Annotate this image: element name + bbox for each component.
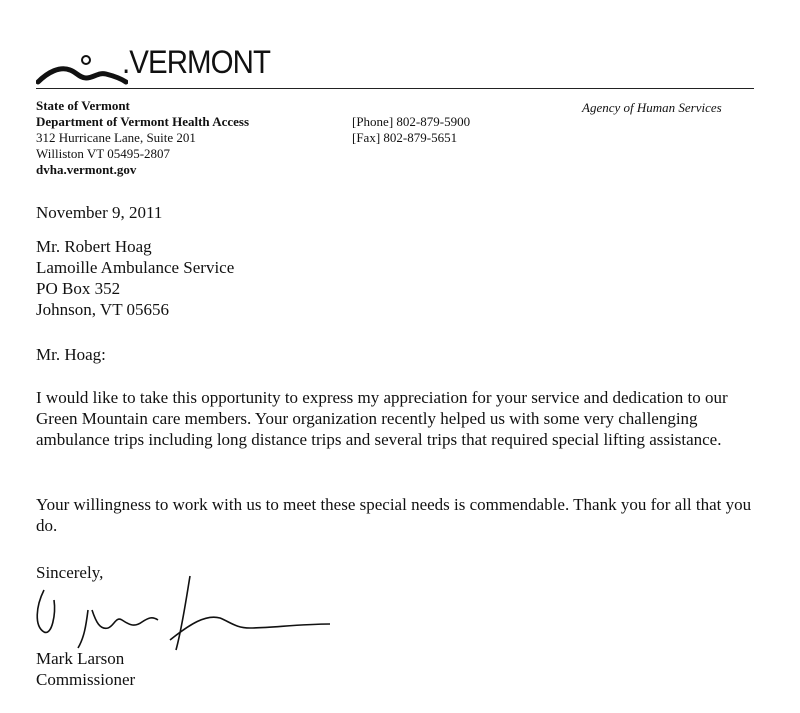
letter-date: November 9, 2011 — [36, 203, 163, 222]
address-line-2: Williston VT 05495-2807 — [36, 146, 171, 161]
recipient-line: PO Box 352 — [36, 279, 121, 298]
closing: Sincerely, — [36, 563, 104, 582]
agency-name: Agency of Human Services — [582, 100, 722, 115]
logo-wordmark: .VERMONT — [122, 44, 271, 80]
signer-title: Commissioner — [36, 670, 136, 689]
recipient-address — [36, 236, 234, 320]
header-divider — [36, 88, 754, 89]
signer-name: Mark Larson — [36, 649, 125, 668]
phone: [Phone] 802-879-5900 — [352, 114, 471, 129]
org-name: State of Vermont — [36, 98, 130, 113]
handwritten-signature-icon — [30, 570, 340, 660]
dept-name: Department of Vermont Health Access — [36, 114, 250, 129]
recipient-line: Lamoille Ambulance Service — [36, 258, 235, 277]
address-line-1: 312 Hurricane Lane, Suite 201 — [36, 130, 196, 145]
contact-block — [352, 114, 470, 146]
recipient-line: Johnson, VT 05656 — [36, 300, 170, 319]
signer-block — [36, 648, 135, 690]
fax: [Fax] 802-879-5651 — [352, 130, 458, 145]
website: dvha.vermont.gov — [36, 162, 137, 177]
sender-block — [36, 98, 249, 178]
mountain-logo-icon — [36, 48, 128, 88]
paragraph-1: I would like to take this opportunity to express my appreciation for your service and dedication to our Green Mountain care members. Your organization recently helped us with some very challenging ambulance trips including long distance trips and several trips that required special lifting assistance. — [36, 388, 728, 449]
recipient-line: Mr. Robert Hoag — [36, 237, 152, 256]
paragraph-2: Your willingness to work with us to meet these special needs is commendable. Thank you for all that you do. — [36, 495, 752, 535]
salutation: Mr. Hoag: — [36, 345, 106, 364]
